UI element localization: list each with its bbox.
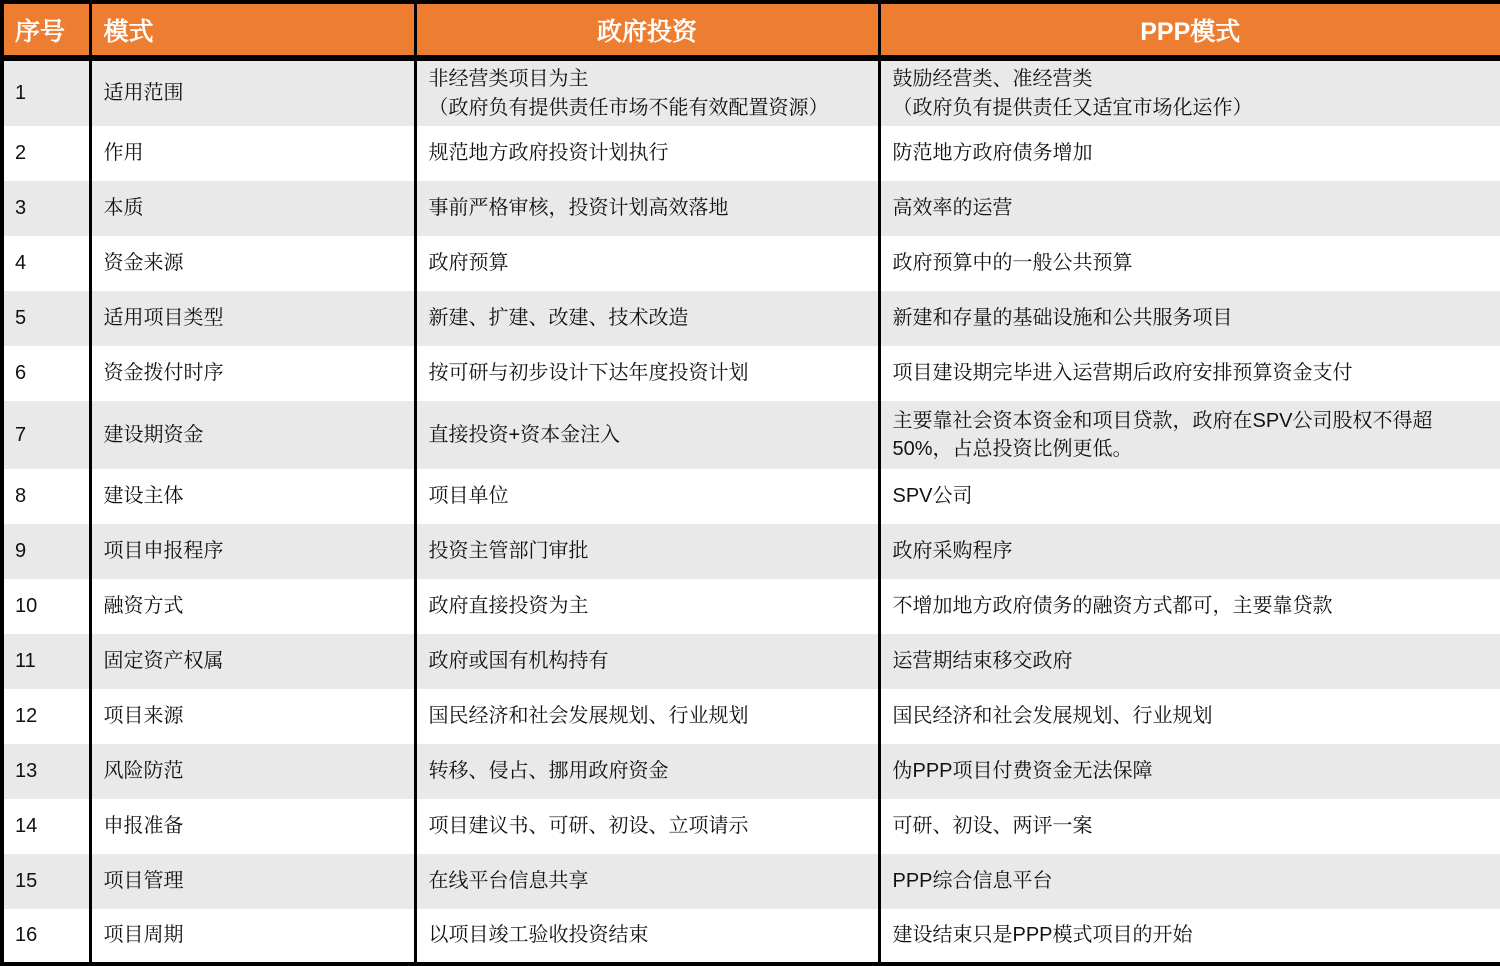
cell-ppp: 运营期结束移交政府 <box>879 634 1500 689</box>
cell-gov: 国民经济和社会发展规划、行业规划 <box>415 689 879 744</box>
header-ppp: PPP模式 <box>879 2 1500 58</box>
cell-mode: 适用项目类型 <box>90 291 415 346</box>
cell-no: 12 <box>15 705 38 728</box>
cell-gov: 新建、扩建、改建、技术改造 <box>415 291 879 346</box>
cell-mode: 项目来源 <box>90 689 415 744</box>
cell-ppp: 项目建设期完毕进入运营期后政府安排预算资金支付 <box>879 346 1500 401</box>
cell-ppp: 建设结束只是PPP模式项目的开始 <box>879 909 1500 964</box>
table-row <box>2 126 1500 181</box>
cell-mode: 作用 <box>90 126 415 181</box>
cell-no: 2 <box>15 142 27 165</box>
cell-mode: 适用范围 <box>90 58 415 126</box>
cell-mode: 固定资产权属 <box>90 634 415 689</box>
table-row <box>2 689 1500 744</box>
cell-ppp: PPP综合信息平台 <box>879 854 1500 909</box>
cell-no: 15 <box>15 870 38 893</box>
cell-mode: 项目周期 <box>90 909 415 964</box>
table-row <box>2 58 1500 126</box>
cell-ppp: 新建和存量的基础设施和公共服务项目 <box>879 291 1500 346</box>
cell-gov: 政府直接投资为主 <box>415 579 879 634</box>
cell-gov: 以项目竣工验收投资结束 <box>415 909 879 964</box>
table-row <box>2 909 1500 964</box>
table-row <box>2 634 1500 689</box>
cell-no: 4 <box>15 252 27 275</box>
header-no: 序号 <box>2 2 90 58</box>
cell-mode: 资金来源 <box>90 236 415 291</box>
table-row <box>2 469 1500 524</box>
cell-ppp: 主要靠社会资本资金和项目贷款，政府在SPV公司股权不得超50%，占总投资比例更低。 <box>879 401 1500 469</box>
cell-gov: 直接投资+资本金注入 <box>415 401 879 469</box>
cell-mode: 申报准备 <box>90 799 415 854</box>
table-row <box>2 401 1500 469</box>
cell-no: 8 <box>15 485 27 508</box>
cell-gov: 政府或国有机构持有 <box>415 634 879 689</box>
cell-mode: 项目申报程序 <box>90 524 415 579</box>
table-row <box>2 744 1500 799</box>
table-row <box>2 236 1500 291</box>
cell-no: 16 <box>15 924 38 947</box>
table-row <box>2 799 1500 854</box>
cell-gov: 投资主管部门审批 <box>415 524 879 579</box>
cell-no: 6 <box>15 362 27 385</box>
cell-gov: 政府预算 <box>415 236 879 291</box>
cell-no: 3 <box>15 197 27 220</box>
cell-mode: 建设期资金 <box>90 401 415 469</box>
cell-ppp: 高效率的运营 <box>879 181 1500 236</box>
cell-mode: 本质 <box>90 181 415 236</box>
cell-gov: 按可研与初步设计下达年度投资计划 <box>415 346 879 401</box>
cell-mode: 建设主体 <box>90 469 415 524</box>
cell-ppp: 可研、初设、两评一案 <box>879 799 1500 854</box>
cell-no: 14 <box>15 815 38 838</box>
cell-ppp: 不增加地方政府债务的融资方式都可，主要靠贷款 <box>879 579 1500 634</box>
cell-gov: 转移、侵占、挪用政府资金 <box>415 744 879 799</box>
cell-gov: 非经营类项目为主 （政府负有提供责任市场不能有效配置资源） <box>415 58 879 126</box>
cell-no: 1 <box>15 82 27 105</box>
cell-ppp: 防范地方政府债务增加 <box>879 126 1500 181</box>
cell-no: 11 <box>15 650 36 673</box>
cell-ppp: 鼓励经营类、准经营类 （政府负有提供责任又适宜市场化运作） <box>879 58 1500 126</box>
cell-gov: 在线平台信息共享 <box>415 854 879 909</box>
header-mode: 模式 <box>90 2 415 58</box>
cell-ppp: SPV公司 <box>879 469 1500 524</box>
cell-ppp: 政府预算中的一般公共预算 <box>879 236 1500 291</box>
cell-no: 10 <box>15 595 38 618</box>
cell-mode: 资金拨付时序 <box>90 346 415 401</box>
header-gov: 政府投资 <box>415 2 879 58</box>
cell-mode: 融资方式 <box>90 579 415 634</box>
cell-no: 7 <box>15 423 27 446</box>
table-row <box>2 181 1500 236</box>
cell-gov: 项目单位 <box>415 469 879 524</box>
cell-gov: 项目建议书、可研、初设、立项请示 <box>415 799 879 854</box>
cell-ppp: 国民经济和社会发展规划、行业规划 <box>879 689 1500 744</box>
table-row <box>2 291 1500 346</box>
cell-mode: 项目管理 <box>90 854 415 909</box>
table-row <box>2 579 1500 634</box>
table-row <box>2 524 1500 579</box>
cell-gov: 事前严格审核，投资计划高效落地 <box>415 181 879 236</box>
cell-no: 9 <box>15 540 27 563</box>
cell-gov: 规范地方政府投资计划执行 <box>415 126 879 181</box>
table-row <box>2 854 1500 909</box>
cell-ppp: 政府采购程序 <box>879 524 1500 579</box>
table-row <box>2 346 1500 401</box>
cell-mode: 风险防范 <box>90 744 415 799</box>
header-row <box>2 2 1500 58</box>
cell-no: 5 <box>15 307 27 330</box>
cell-no: 13 <box>15 760 38 783</box>
cell-ppp: 伪PPP项目付费资金无法保障 <box>879 744 1500 799</box>
